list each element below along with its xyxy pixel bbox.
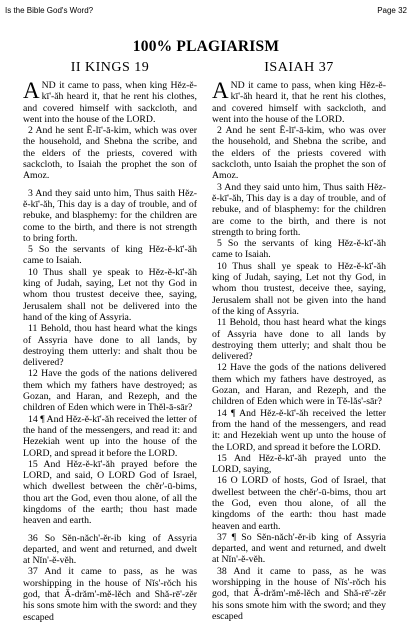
verse-paragraph: 11 Behold, thou hast heard what the kings of Assyria have done to all lands, by destroying them utterly: and shalt thou be delivered?	[23, 323, 197, 369]
chapter-heading: ISAIAH 37	[264, 60, 334, 75]
verse-paragraph: 16 O LORD of hosts, God of Israel, that dwellest between the chĕr'-ū-bims, thou art the God, even thou alone, of all the kingdoms of the earth: thou hast made heaven and earth.	[212, 475, 386, 532]
verse-text: ND it came to pass, when king Hĕz-ĕ-kī'-ăh heard it, that he rent his clothes, and covered himself with sackcloth, and went into the house of the LORD.	[23, 80, 197, 125]
verse-paragraph: 11 Behold, thou hast heard what the kings of Assyria have done to all lands by destroying them utterly; and shalt thou be delivered?	[212, 317, 386, 363]
left-column-ii-kings	[23, 60, 197, 623]
header-title: Is the Bible God's Word?	[5, 6, 94, 15]
verse-paragraph: 14 ¶ And Hĕz-ĕ-kī'-ăh received the letter of the hand of the messengers, and read it: and Hezekiah went up into the house of the LORD, and spread it before the LORD.	[23, 413, 197, 459]
verse-text: ND it came to pass, when king Hĕz-ĕ-kī'-ăh heard it, that he rent his clothes, and covered himself with sackcloth, and went into the house of the LORD.	[212, 80, 386, 125]
page-title: 100% PLAGIARISM	[132, 38, 280, 55]
verse-paragraph: 37 And it came to pass, as he was worshipping in the house of Nĭs'-rŏch his god, that Ā-drăm'-mĕ-lĕch and Shă-rē'-zĕr his sons smote him with the sword: and they escaped	[23, 566, 197, 623]
verse-paragraph: 2 And he sent Ē-lī'-ā-kim, who was over the household, and Shebna the scribe, and the elders of the priests covered with sackcloth, unto Isaiah the prophet the son of Amoz.	[212, 125, 386, 182]
verse-paragraph	[212, 80, 386, 125]
drop-cap: A	[23, 78, 40, 103]
scripture-text	[23, 80, 197, 623]
verse-paragraph: 14 ¶ And Hĕz-ĕ-kī'-ăh received the letter from the hand of the messengers, and read it: and Hezekiah went up unto the house of the LORD, and spread it before the LORD.	[212, 407, 386, 453]
verse-paragraph: 5 So the servants of king Hĕz-ĕ-kī'-ăh came to Isaiah.	[23, 244, 197, 267]
verse-paragraph: 15 And Hĕz-ĕ-kī'-ăh prayed before the LORD, and said, O LORD God of Israel, which dwellest between the chĕr'-ū-bims, thou art the God, even thou alone, of all the kingdoms of the earth; thou hast made heaven and earth.	[23, 458, 197, 527]
verse-paragraph: 10 Thus shall ye speak to Hĕz-ĕ-kī'-ăh king of Judah, saying, Let not thy God in whom thou trustest deceive thee, saying, Jerusalem shall not be delivered into the hand of the king of Assyria.	[23, 266, 197, 323]
verse-paragraph: 10 Thus shall ye speak to Hĕz-ĕ-kī'-ăh king of Judah, saying, Let not thy God, in whom thou trustest, deceive thee, saying, Jerusalem shall not be given into the hand of the king of Assyria.	[212, 260, 386, 317]
verse-paragraph: 15 And Hĕz-ĕ-kī'-ăh prayed unto the LORD, saying,	[212, 452, 386, 476]
verse-paragraph: 38 And it came to pass, as he was worshipping in the house of Nĭs'-rŏch his god, that Ā-drăm'-mĕ-lĕch and Shă-rē'-zĕr his sons smote him with the sword; and they escaped	[212, 565, 386, 622]
verse-paragraph: 37 ¶ So Sĕn-năch'-ĕr-ib king of Assyria departed, and went and returned, and dwelt at Nĭn'-ĕ-vĕh.	[212, 531, 386, 566]
verse-paragraph: 3 And they said unto him, Thus saith Hĕz-ĕ-kī'-ăh, This day is a day of trouble, and of rebuke, and of blasphemy: for the children are come to the birth, and there is not strength to bring forth.	[212, 181, 386, 238]
verse-paragraph: 12 Have the gods of the nations delivered them which my fathers have destroyed, as Gozan, and Haran, and Rezeph, and the children of Eden which were in Tĕ-lăs'-sār?	[212, 362, 386, 408]
chapter-heading: II KINGS 19	[70, 60, 150, 75]
running-header	[5, 6, 407, 18]
page-number: Page 32	[377, 6, 407, 15]
verse-paragraph: 12 Have the gods of the nations delivered them which my fathers have destroyed; as Gozan, and Haran, and Rezeph, and the children of Eden which were in Thĕl-ā-sār?	[23, 368, 197, 414]
verse-paragraph: 3 And they said unto him, Thus saith Hĕz-ĕ-kī'-ăh, This day is a day of trouble, and of rebuke, and blasphemy: for the children are come to the birth, and there is not strength to bring forth.	[23, 187, 197, 244]
verse-paragraph: 36 So Sĕn-năch'-ĕr-ib king of Assyria departed, and went and returned, and dwelt at Nĭn'-ĕ-vĕh.	[23, 532, 197, 567]
verse-paragraph: 2 And he sent Ē-lī'-ā-kim, which was over the household, and Shebna the scribe, and the elders of the priests, covered with sackcloth, to Isaiah the prophet the son of Amoz.	[23, 125, 197, 182]
right-column-isaiah	[212, 60, 386, 622]
verse-paragraph	[23, 80, 197, 125]
verse-paragraph: 5 So the servants of king Hĕz-ĕ-kī'-ăh came to Isaiah.	[212, 238, 386, 261]
scripture-text	[212, 80, 386, 622]
drop-cap: A	[212, 78, 229, 103]
